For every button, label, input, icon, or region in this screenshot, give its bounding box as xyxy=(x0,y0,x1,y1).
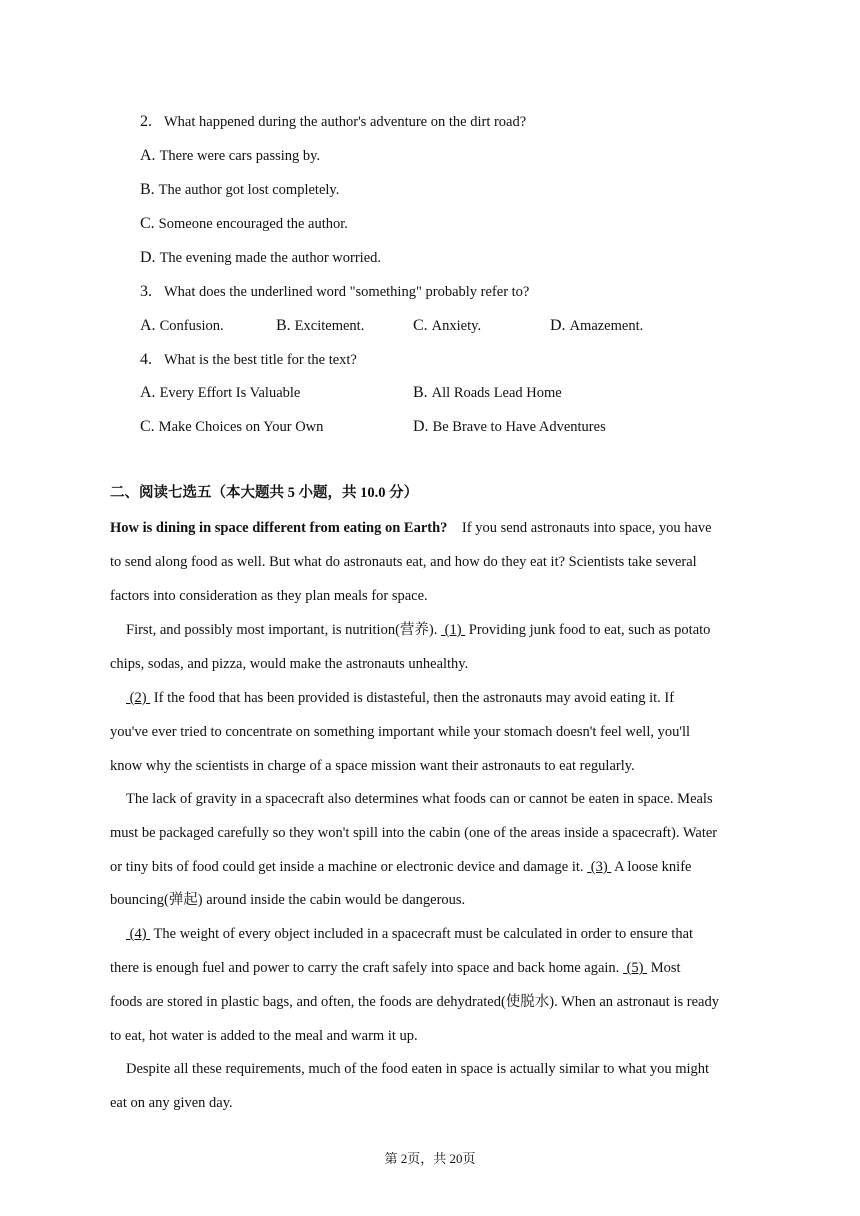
section-title: 二、阅读七选五（本大题共 5 小题，共 10.0 分） xyxy=(110,485,419,501)
question-text: What is the best title for the text? xyxy=(164,352,357,368)
passage-line-15: foods are stored in plastic bags, and often, the foods are dehydrated(使脱水). When an astronaut is ready xyxy=(110,994,719,1010)
option-label: D. xyxy=(413,418,429,435)
option-3b xyxy=(276,316,364,336)
blank-1: (1) xyxy=(440,622,466,638)
blank-2: (2) xyxy=(126,690,151,706)
passage-line-7: you've ever tried to concentrate on something important while your stomach doesn't feel well, you'll xyxy=(110,724,691,740)
option-text: There were cars passing by. xyxy=(159,148,321,164)
option-text: The evening made the author worried. xyxy=(159,250,382,266)
option-text: Be Brave to Have Adventures xyxy=(432,419,606,435)
option-label: B. xyxy=(413,384,428,401)
page-footer: 第 2页，共 20页 xyxy=(384,1151,476,1166)
option-label: A. xyxy=(140,384,156,401)
passage-text: The weight of every object included in a spacecraft must be calculated in order to ensure that xyxy=(153,926,694,942)
option-text: All Roads Lead Home xyxy=(431,385,562,401)
blank-5: (5) xyxy=(622,960,648,976)
passage-title: How is dining in space different from eating on Earth? xyxy=(110,520,448,536)
option-4d xyxy=(413,417,606,437)
question-number: 3. xyxy=(140,283,152,300)
option-label: A. xyxy=(140,147,156,164)
option-label: A. xyxy=(140,317,156,334)
passage-line-12: bouncing(弹起) around inside the cabin would be dangerous. xyxy=(110,892,466,908)
passage-line-5: chips, sodas, and pizza, would make the astronauts unhealthy. xyxy=(110,656,469,672)
passage-text: First, and possibly most important, is nutrition(营养). xyxy=(126,622,438,638)
option-4a xyxy=(140,383,300,403)
blank-4: (4) xyxy=(126,926,151,942)
option-label: D. xyxy=(550,317,566,334)
passage-line-18: eat on any given day. xyxy=(110,1095,233,1111)
passage-text: Providing junk food to eat, such as potato xyxy=(468,622,711,638)
option-3a xyxy=(140,316,224,336)
option-3c xyxy=(413,316,481,336)
option-text: Make Choices on Your Own xyxy=(158,419,324,435)
passage-line-8: know why the scientists in charge of a space mission want their astronauts to eat regularly. xyxy=(110,758,635,774)
question-3 xyxy=(140,282,529,302)
option-text: Confusion. xyxy=(159,318,224,334)
passage-text: there is enough fuel and power to carry the craft safely into space and back home again. xyxy=(110,960,620,976)
option-3d xyxy=(550,316,643,336)
question-number: 4. xyxy=(140,351,152,368)
passage-text: If you send astronauts into space, you have xyxy=(461,520,712,536)
passage-line-13 xyxy=(126,924,693,944)
question-2 xyxy=(140,112,526,132)
passage-line-9: The lack of gravity in a spacecraft also determines what foods can or cannot be eaten in space. Meals xyxy=(126,791,713,807)
question-number: 2. xyxy=(140,113,152,130)
option-4c xyxy=(140,417,323,437)
option-text: Every Effort Is Valuable xyxy=(159,385,301,401)
passage-line-4 xyxy=(126,620,710,640)
passage-line-1 xyxy=(110,518,712,538)
passage-line-11 xyxy=(110,857,691,877)
option-text: Excitement. xyxy=(294,318,365,334)
passage-line-16: to eat, hot water is added to the meal and warm it up. xyxy=(110,1028,418,1044)
passage-text: or tiny bits of food could get inside a machine or electronic device and damage it. xyxy=(110,859,584,875)
question-4 xyxy=(140,350,357,370)
question-text: What does the underlined word "something" probably refer to? xyxy=(164,284,530,300)
option-2d xyxy=(140,248,381,268)
passage-line-3: factors into consideration as they plan meals for space. xyxy=(110,588,428,604)
blank-3: (3) xyxy=(587,859,612,875)
option-label: B. xyxy=(276,317,291,334)
option-text: Amazement. xyxy=(569,318,644,334)
option-label: C. xyxy=(140,215,155,232)
passage-line-6 xyxy=(126,688,674,708)
question-text: What happened during the author's adventure on the dirt road? xyxy=(164,114,527,130)
option-2b xyxy=(140,180,339,200)
passage-line-10: must be packaged carefully so they won't spill into the cabin (one of the areas inside a spacecraft). Water xyxy=(110,825,718,841)
option-text: Anxiety. xyxy=(431,318,482,334)
passage-text: A loose knife xyxy=(614,859,692,875)
passage-text: Most xyxy=(650,960,681,976)
passage-line-14 xyxy=(110,958,681,978)
option-label: D. xyxy=(140,249,156,266)
option-label: C. xyxy=(413,317,428,334)
passage-text: If the food that has been provided is distasteful, then the astronauts may avoid eating it. If xyxy=(153,690,675,706)
option-text: The author got lost completely. xyxy=(158,182,340,198)
option-4b xyxy=(413,383,562,403)
option-2a xyxy=(140,146,320,166)
option-text: Someone encouraged the author. xyxy=(158,216,348,232)
option-2c xyxy=(140,214,348,234)
option-label: C. xyxy=(140,418,155,435)
passage-line-17: Despite all these requirements, much of the food eaten in space is actually similar to what you might xyxy=(126,1061,710,1077)
passage-line-2: to send along food as well. But what do astronauts eat, and how do they eat it? Scientists take several xyxy=(110,554,697,570)
option-label: B. xyxy=(140,181,155,198)
